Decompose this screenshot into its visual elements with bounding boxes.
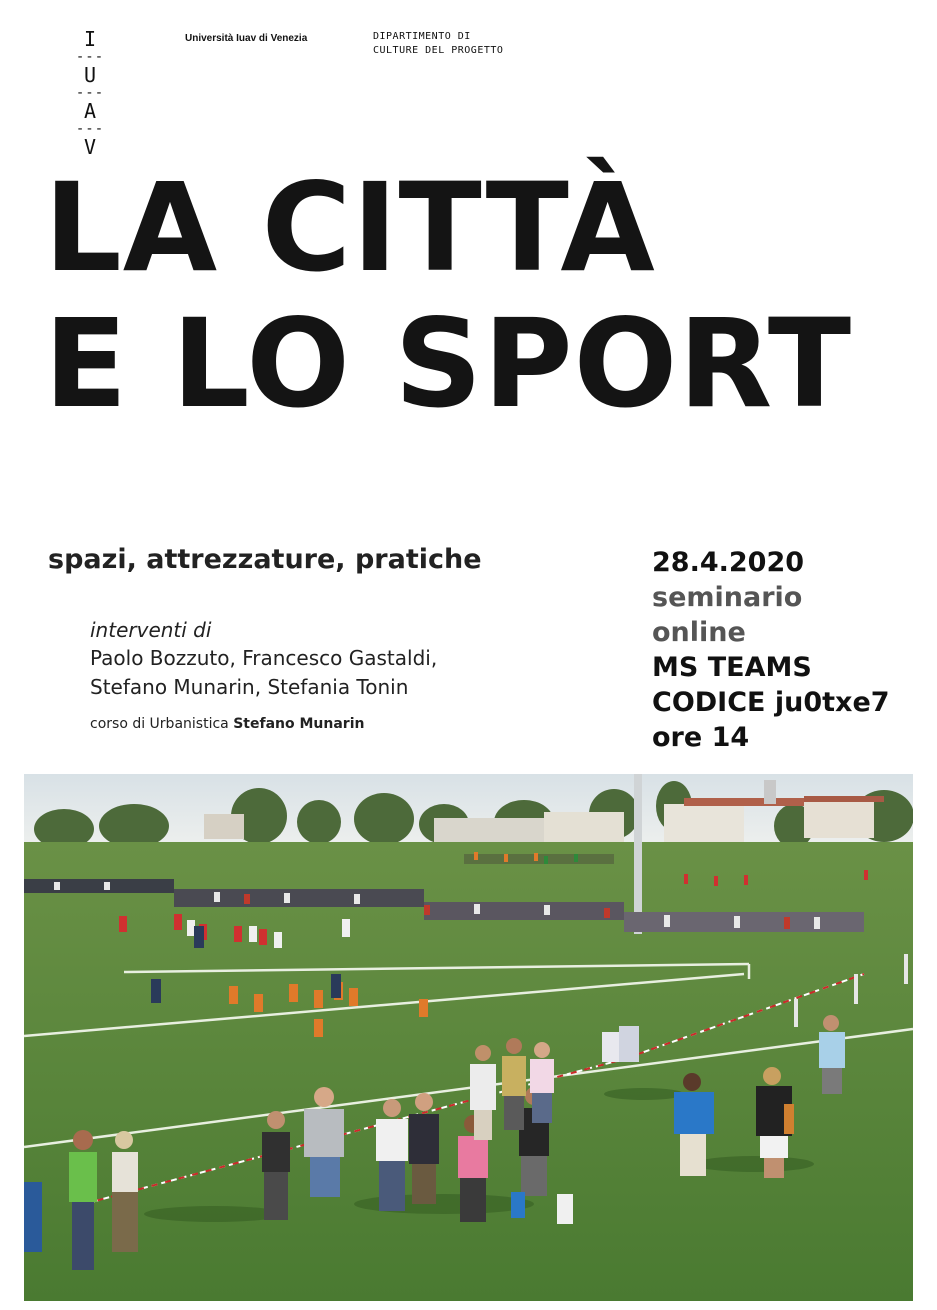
logo-letter: V <box>83 135 97 159</box>
event-type-line-1: seminario <box>652 582 803 613</box>
event-platform: MS TEAMS <box>652 652 812 683</box>
speakers-line-2: Stefano Munarin, Stefania Tonin <box>90 675 409 699</box>
photo-illustration <box>24 774 913 1301</box>
speakers-line-1: Paolo Bozzuto, Francesco Gastaldi, <box>90 646 438 670</box>
logo-separator: --- <box>75 49 105 65</box>
speakers-block <box>90 618 437 732</box>
logo-separator: --- <box>75 121 105 137</box>
department-line-1: DIPARTIMENTO DI <box>373 31 471 42</box>
poster-subtitle: spazi, attrezzature, pratiche <box>48 544 482 575</box>
rugby-field-photo <box>24 774 913 1301</box>
speakers-intro: interventi di <box>90 618 212 642</box>
speakers-names <box>90 644 437 702</box>
event-time: ore 14 <box>652 722 750 753</box>
event-date: 28.4.2020 <box>652 547 805 578</box>
logo-separator: --- <box>75 85 105 101</box>
logo-letter: I <box>83 27 97 51</box>
department-line-2: CULTURE DEL PROGETTO <box>373 45 504 56</box>
institution-name: Università Iuav di Venezia <box>185 33 308 44</box>
department-name <box>373 30 503 58</box>
event-code: CODICE ju0txe7 <box>652 687 890 718</box>
title-line-1: LA CITTÀ <box>44 157 656 299</box>
course-label: corso di Urbanistica <box>90 716 229 732</box>
course-teacher: Stefano Munarin <box>233 716 365 732</box>
event-type-line-2: online <box>652 617 746 648</box>
course-info <box>90 716 437 732</box>
event-details <box>652 545 890 755</box>
logo-letter: U <box>83 63 97 87</box>
poster-title <box>44 157 853 435</box>
logo-letter: A <box>83 99 97 123</box>
floodlight-pole <box>634 774 642 934</box>
iuav-logo <box>70 27 110 159</box>
title-line-2: E LO SPORT <box>44 293 853 435</box>
